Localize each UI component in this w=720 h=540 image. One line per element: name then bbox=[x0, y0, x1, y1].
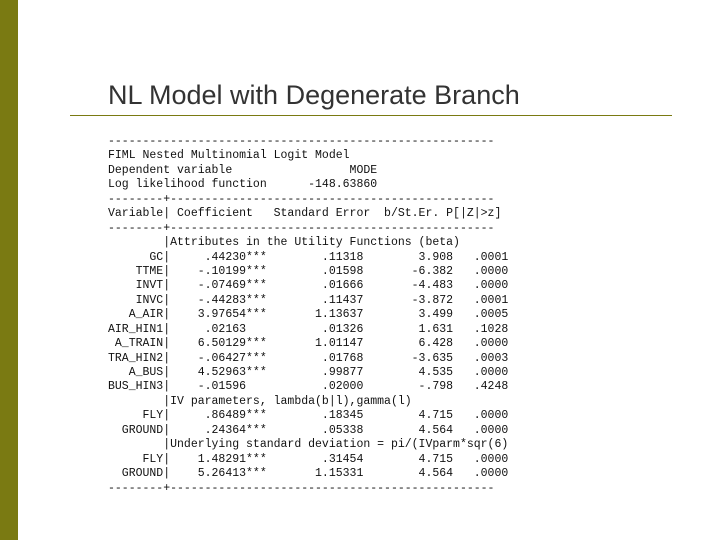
output-line: INVT| -.07469*** .01666 -4.483 .0000 bbox=[108, 279, 509, 293]
output-line: A_AIR| 3.97654*** 1.13637 3.499 .0005 bbox=[108, 308, 509, 322]
output-line: Variable| Coefficient Standard Error b/St.Er. P[|Z|>z] bbox=[108, 207, 502, 221]
output-line: GROUND| 5.26413*** 1.15331 4.564 .0000 bbox=[108, 467, 509, 481]
output-line: TTME| -.10199*** .01598 -6.382 .0000 bbox=[108, 264, 509, 278]
output-line: INVC| -.44283*** .11437 -3.872 .0001 bbox=[108, 293, 509, 307]
output-line: GC| .44230*** .11318 3.908 .0001 bbox=[108, 250, 509, 264]
output-line: FLY| 1.48291*** .31454 4.715 .0000 bbox=[108, 452, 509, 466]
output-line: --------+----------------------------------------------- bbox=[108, 192, 495, 206]
output-line: Log likelihood function -148.63860 bbox=[108, 178, 378, 192]
output-line: BUS_HIN3| -.01596 .02000 -.798 .4248 bbox=[108, 380, 509, 394]
output-line: --------+----------------------------------------------- bbox=[108, 221, 495, 235]
slide-title: NL Model with Degenerate Branch bbox=[108, 80, 520, 110]
output-line: TRA_HIN2| -.06427*** .01768 -3.635 .0003 bbox=[108, 351, 509, 365]
output-line: A_TRAIN| 6.50129*** 1.01147 6.428 .0000 bbox=[108, 337, 509, 351]
output-line: -------------------------------------------------------- bbox=[108, 135, 495, 148]
output-line: A_BUS| 4.52963*** .99877 4.535 .0000 bbox=[108, 366, 509, 379]
output-line: FLY| .86489*** .18345 4.715 .0000 bbox=[108, 409, 509, 423]
output-line: |IV parameters, lambda(b|l),gamma(l) bbox=[108, 394, 412, 408]
output-line: |Underlying standard deviation = pi/(IVparm*sqr(6) bbox=[108, 438, 509, 452]
output-line: GROUND| .24364*** .05338 4.564 .0000 bbox=[108, 423, 509, 437]
output-line: FIML Nested Multinomial Logit Model bbox=[108, 149, 350, 163]
output-line: --------+----------------------------------------------- bbox=[108, 481, 495, 495]
model-output bbox=[108, 135, 548, 496]
sidebar-accent-bar bbox=[0, 0, 18, 540]
output-line: AIR_HIN1| .02163 .01326 1.631 .1028 bbox=[108, 322, 509, 336]
output-line: Dependent variable MODE bbox=[108, 163, 378, 177]
title-underline bbox=[70, 115, 672, 116]
output-line: |Attributes in the Utility Functions (beta) bbox=[108, 236, 460, 250]
